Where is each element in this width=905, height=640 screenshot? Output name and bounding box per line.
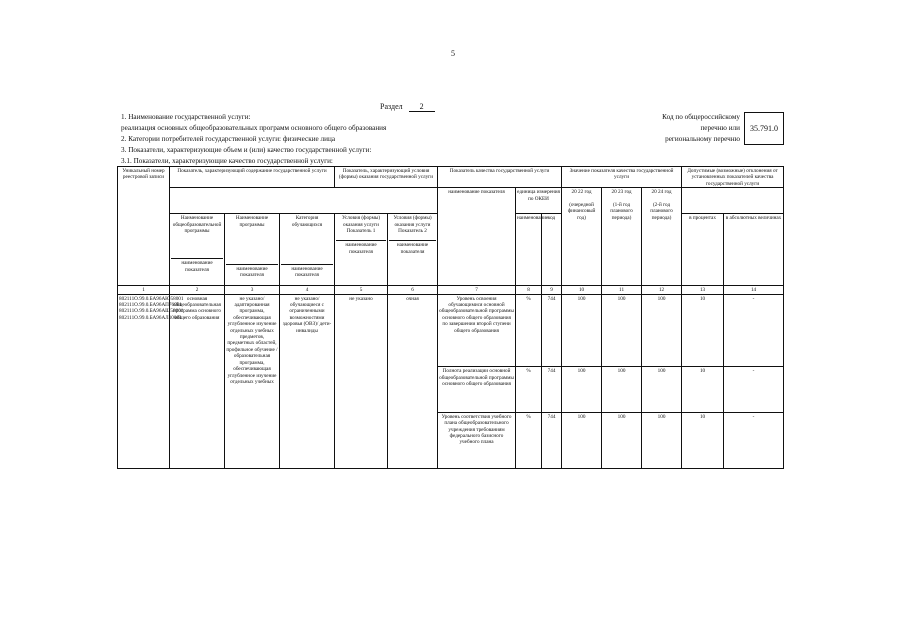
indicator-unit: % [516,294,542,367]
subheader-unit-code: код [542,214,562,286]
section-label: Раздел [380,102,403,111]
year-3-desc: (2-й год планового периода) [650,202,673,221]
subheader-condition-2-text: Условия (формы) оказания услуги Показатель 2 [393,215,432,235]
category-text: не указано/ обучающиеся с ограниченными возможностями здоровья (ОВЗ)/ дети-инвалиды [282,295,332,334]
cell-registry-codes [118,294,184,468]
year-1-desc: (очередной финансовый год) [567,202,596,221]
indicator-value-3: 100 [642,367,682,413]
header-year-1 [562,188,602,286]
column-number: 9 [542,286,562,294]
code-label-3: региональному перечню [665,135,740,143]
subheader-condition-1-text: Условия (формы) оказания услуги Показатель 1 [341,215,381,235]
quality-indicators-heading: 3.1. Показатели, характеризующие качество государственной услуги: [121,157,333,165]
indicator-unit: % [516,412,542,468]
year-2-desc: (1-й год планового периода) [610,202,633,221]
column-number: 5 [335,286,388,294]
cell-condition-2: очная [388,294,438,468]
subheader-deviation-pct: в процентах [682,214,724,286]
cell-program [225,294,280,468]
cell-program-name [170,294,225,468]
registry-codes-text: 802111О.99.0.БА96АЮ58001 802111О.99.0.БА96АП76001 802111О.99.0.БА96АШ58001 802111О.99.0.БА96АЛ10001 [119,295,184,321]
header-year-3 [642,188,682,286]
year-3-label: 20 24 год [651,189,672,196]
indicator-deviation-abs: - [724,367,784,413]
column-number: 8 [516,286,542,294]
indicator-deviation-abs: - [724,412,784,468]
year-1-label: 20 22 год [571,189,592,196]
column-number: 6 [388,286,438,294]
column-number: 1 [118,286,170,294]
header-indicator-name: наименование показателя [438,188,516,286]
column-number: 14 [724,286,784,294]
column-number: 12 [642,286,682,294]
indicator-value-2: 100 [602,367,642,413]
registry-code-box: 35.791.0 [744,112,784,145]
header-unit: единица измерения по ОКЕИ [516,188,562,214]
code-label-1: Код по общероссийскому [662,113,740,121]
subheader-condition-1-label: наименование показателя [336,240,386,255]
subheader-program-name-label: наименование показателя [171,258,223,273]
page-number: 5 [451,49,455,58]
subheader-program-label: наименование показателя [226,264,278,279]
code-label-2: перечню или [700,124,740,132]
year-2-label: 20 23 год [611,189,632,196]
indicator-deviation-pct: 10 [682,367,724,413]
column-number: 10 [562,286,602,294]
indicator-unit: % [516,367,542,413]
subheader-program-text: Наименование программы [235,215,269,228]
quality-indicators-table [117,166,784,469]
header-deviation: Допустимые (возможные) отклонения от установленных показателей качества государственной услуги [682,167,784,188]
indicator-name: Уровень соответствия учебного плана общеобразовательного учреждения требованиям федерального базисного учебного плана [438,412,516,468]
consumer-category: 2. Категории потребителей государственной услуги: физические лица [121,135,336,143]
indicator-value-2: 100 [602,412,642,468]
indicator-value-3: 100 [642,294,682,367]
indicators-heading: 3. Показатели, характеризующие объем и (или) качество государственной услуги: [121,146,372,154]
column-number: 2 [170,286,225,294]
header-conditions: Показатель, характеризующий условия (формы) оказания государственной услуги [335,167,438,188]
indicator-value-1: 100 [562,294,602,367]
indicator-value-1: 100 [562,367,602,413]
subheader-program-name-text: Наименование общеобразовательной программы [172,215,222,235]
header-unique-number: Уникальный номер реестровой записи [118,167,170,286]
indicator-name: Уровень освоения обучающимися основной общеобразовательной программы основного общего образования по завершении второй ступени общего образования [438,294,516,367]
indicator-deviation-pct: 10 [682,412,724,468]
column-number: 11 [602,286,642,294]
indicator-value-1: 100 [562,412,602,468]
indicator-deviation-pct: 10 [682,294,724,367]
table-row [118,294,784,367]
subheader-category [280,214,335,286]
section-heading [380,102,435,112]
indicator-value-3: 100 [642,412,682,468]
header-quality: Показатель качества государственной услуги [438,167,562,188]
indicator-code: 744 [542,294,562,367]
cell-condition-1: не указано [335,294,388,468]
section-number: 2 [409,102,435,112]
subheader-deviation-abs: в абсолютных величинах [724,214,784,286]
column-number: 4 [280,286,335,294]
indicator-code: 744 [542,412,562,468]
subheader-program [225,214,280,286]
header-content: Показатель, характеризующий содержание государственной услуги [170,167,335,188]
subheader-program-name [170,214,225,286]
column-number: 3 [225,286,280,294]
program-name-text: основная общеобразовательная программа основного общего образования [173,295,221,321]
column-numbers-row [118,286,784,294]
subheader-condition-2 [388,214,438,286]
subheader-condition-2-label: наименование показателя [389,240,436,255]
subheader-condition-1 [335,214,388,286]
cell-category [280,294,335,468]
program-text: не указано/ адаптированная программа, обеспечивающая углубленное изучение отдельных учебных предметов, предметных областей, профильное обучение / образовательная программа, обеспечивающая углубленное изучение отдельных учебных [226,295,278,385]
service-name-value: реализация основных общеобразовательных программ основного общего образования [121,124,387,132]
subheader-category-text: Категория обучающихся [291,215,323,228]
indicator-value-2: 100 [602,294,642,367]
indicator-name: Полнота реализации основной общеобразовательной программы основного общего образования [438,367,516,413]
indicator-code: 744 [542,367,562,413]
indicator-deviation-abs: - [724,294,784,367]
subheader-category-label: наименование показателя [281,264,333,279]
column-number: 13 [682,286,724,294]
service-name-label: 1. Наименование государственной услуги: [121,113,251,121]
header-year-2 [602,188,642,286]
header-values: Значение показателя качества государственной услуги [562,167,682,188]
column-number: 7 [438,286,516,294]
subheader-unit-name: наименование [516,214,542,286]
